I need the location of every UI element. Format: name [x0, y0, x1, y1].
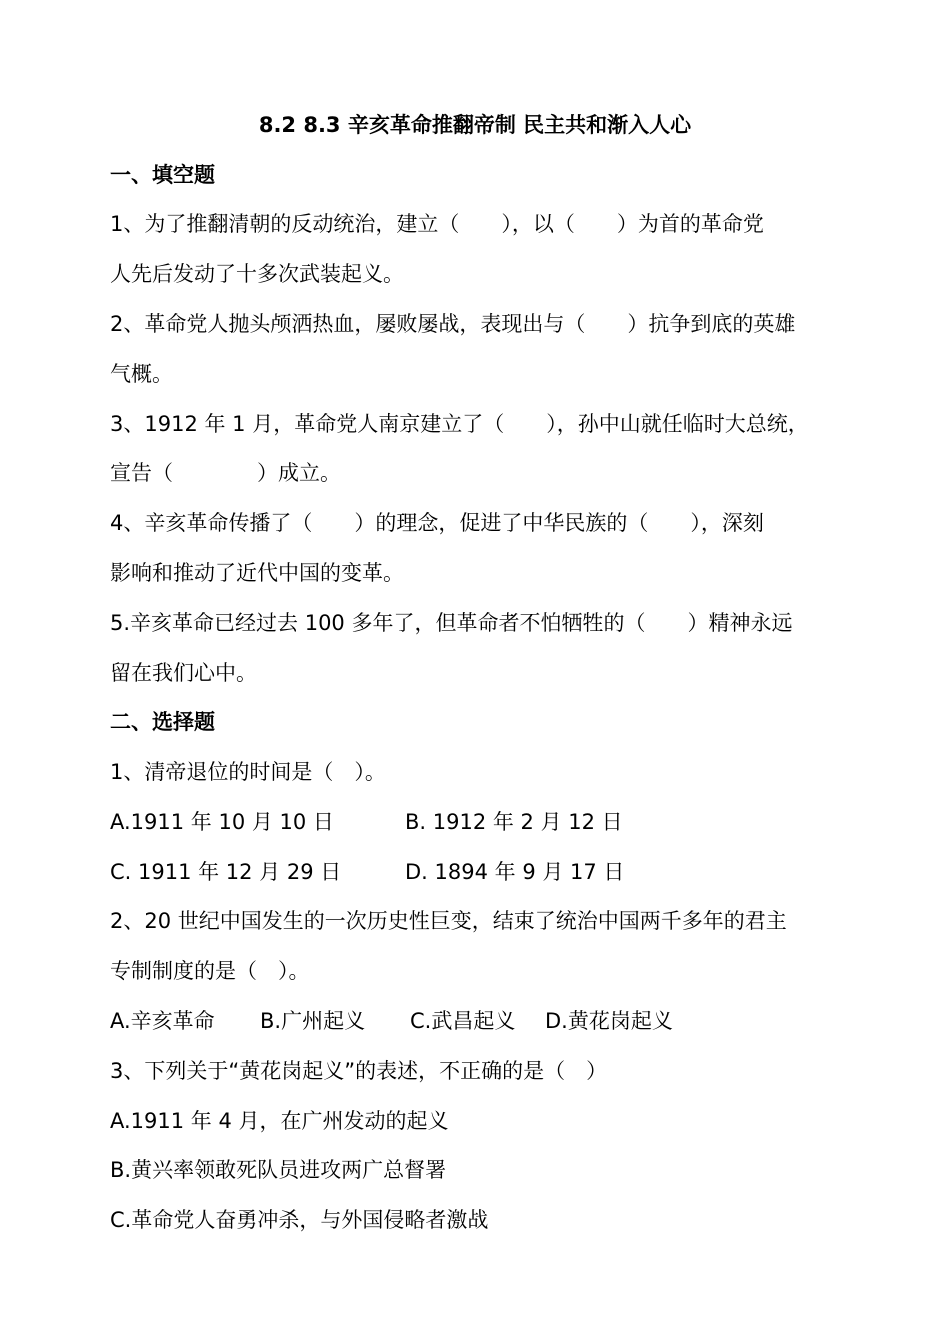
choice-option: D.黄花岗起义: [545, 1009, 673, 1033]
fill-question-line: 留在我们心中。: [110, 661, 257, 685]
fill-question-line: 5.辛亥革命已经过去 100 多年了，但革命者不怕牺牲的（ ）精神永远: [110, 611, 793, 635]
fill-question-line: 人先后发动了十多次武装起义。: [110, 262, 404, 286]
choice-option: A.辛亥革命: [110, 1009, 215, 1033]
choice-option: B.黄兴率领敢死队员进攻两广总督署: [110, 1158, 447, 1182]
section-heading-choice: 二、选择题: [110, 710, 215, 734]
choice-option: B. 1912 年 2 月 12 日: [405, 810, 623, 834]
choice-option: C.武昌起义: [410, 1009, 516, 1033]
choice-question-stem: 专制制度的是（ ）。: [110, 959, 310, 983]
choice-option: C. 1911 年 12 月 29 日: [110, 860, 342, 884]
choice-question-stem: 1、清帝退位的时间是（ ）。: [110, 760, 386, 784]
choice-option: A.1911 年 10 月 10 日: [110, 810, 334, 834]
choice-option: D. 1894 年 9 月 17 日: [405, 860, 625, 884]
fill-question-line: 3、1912 年 1 月，革命党人南京建立了（ ），孙中山就任临时大总统，: [110, 412, 809, 436]
fill-question-line: 宣告（ ）成立。: [110, 461, 341, 485]
choice-option: A.1911 年 4 月，在广州发动的起义: [110, 1109, 449, 1133]
fill-question-line: 4、辛亥革命传播了（ ）的理念，促进了中华民族的（ ），深刻: [110, 511, 764, 535]
section-heading-fill: 一、填空题: [110, 163, 215, 187]
choice-option: B.广州起义: [260, 1009, 366, 1033]
page-title: 8.2 8.3 辛亥革命推翻帝制 民主共和渐入人心: [258, 113, 692, 137]
choice-option: C.革命党人奋勇冲杀，与外国侵略者激战: [110, 1208, 489, 1232]
fill-question-line: 1、为了推翻清朝的反动统治，建立（ ），以（ ）为首的革命党: [110, 212, 764, 236]
fill-question-line: 2、革命党人抛头颅洒热血，屡败屡战，表现出与（ ）抗争到底的英雄: [110, 312, 796, 336]
fill-question-line: 影响和推动了近代中国的变革。: [110, 561, 404, 585]
fill-question-line: 气概。: [110, 362, 173, 386]
choice-question-stem: 3、下列关于“黄花岗起义”的表述，不正确的是（ ）: [110, 1059, 608, 1083]
choice-question-stem: 2、20 世纪中国发生的一次历史性巨变，结束了统治中国两千多年的君主: [110, 909, 787, 933]
